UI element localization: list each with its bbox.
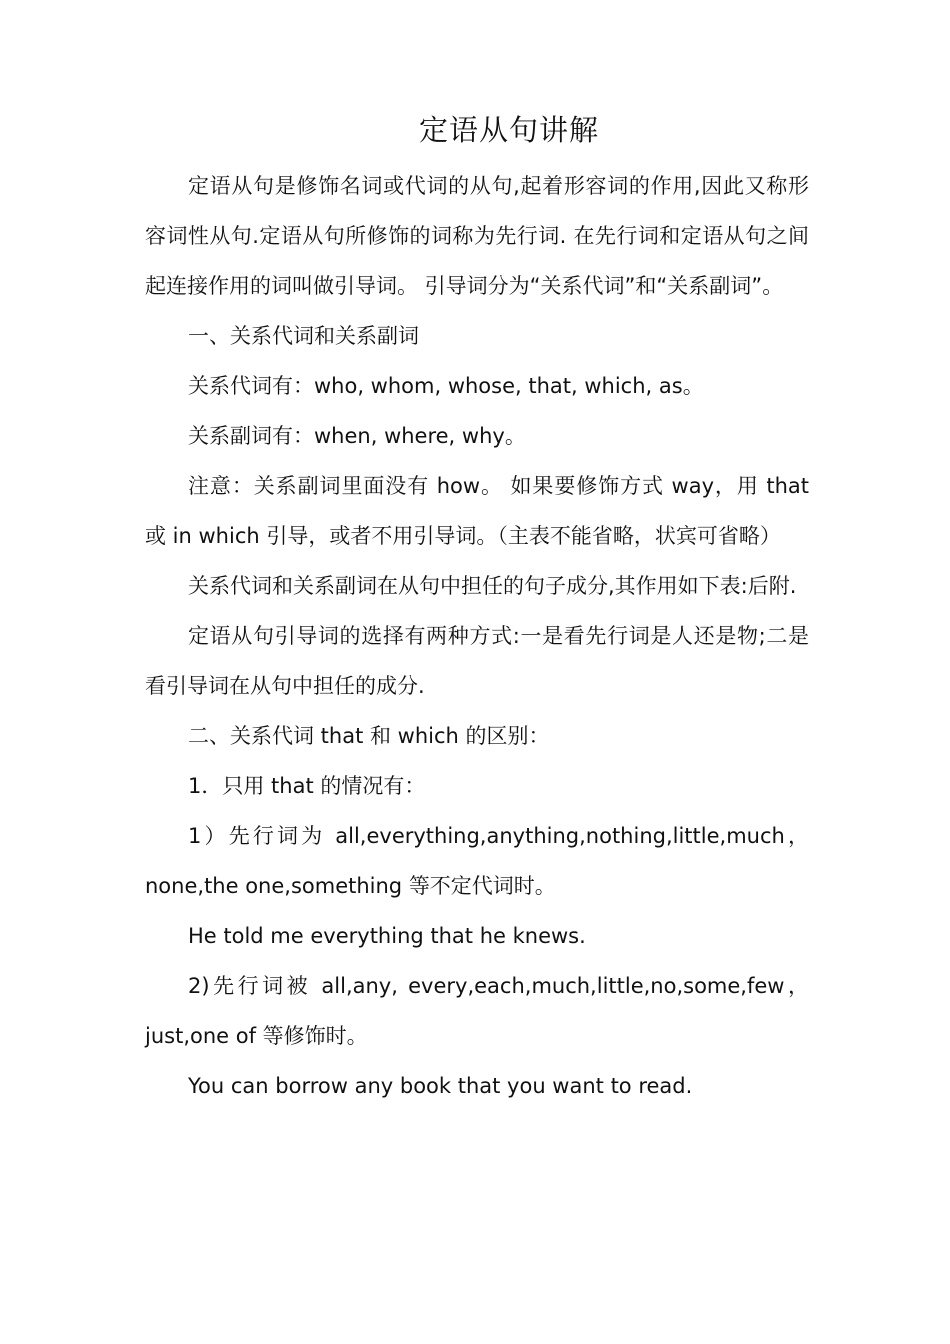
paragraph-function-table-ref: 关系代词和关系副词在从句中担任的句子成分,其作用如下表:后附. (188, 574, 797, 598)
paragraph-selection-method: 定语从句引导词的选择有两种方式:一是看先行词是人还是物;二是看引导词在从句中担任的成分. (145, 624, 809, 698)
document-title: 定语从句讲解 (418, 113, 599, 147)
section-heading-1: 一、关系代词和关系副词 (188, 324, 419, 348)
paragraph-note: 注意：关系副词里面没有 how。 如果要修饰方式 way，用 that 或 in which 引导，或者不用引导词。（主表不能省略，状宾可省略） (145, 474, 809, 548)
paragraph-intro: 定语从句是修饰名词或代词的从句,起着形容词的作用,因此又称形容词性从句.定语从句所修饰的词称为先行词. 在先行词和定语从句之间起连接作用的词叫做引导词。 引导词分为“关系代词”和“关系副词”。 (145, 174, 809, 298)
rule-item-2: 2)先行词被 all,any, every,each,much,little,no,some,few，just,one of 等修饰时。 (145, 974, 809, 1048)
example-sentence-1: He told me everything that he knews. (188, 924, 586, 948)
paragraph-relative-pronouns: 关系代词有：who, whom, whose, that, which, as。 (188, 374, 704, 398)
subheading-only-that: 1．只用 that 的情况有： (188, 774, 426, 798)
section-heading-2: 二、关系代词 that 和 which 的区别： (188, 724, 550, 748)
rule-item-1: 1）先行词为 all,everything,anything,nothing,little,much，none,the one,something 等不定代词时。 (145, 824, 809, 898)
example-sentence-2: You can borrow any book that you want to read. (188, 1074, 693, 1098)
paragraph-relative-adverbs: 关系副词有：when, where, why。 (188, 424, 526, 448)
document-body (145, 161, 809, 1111)
